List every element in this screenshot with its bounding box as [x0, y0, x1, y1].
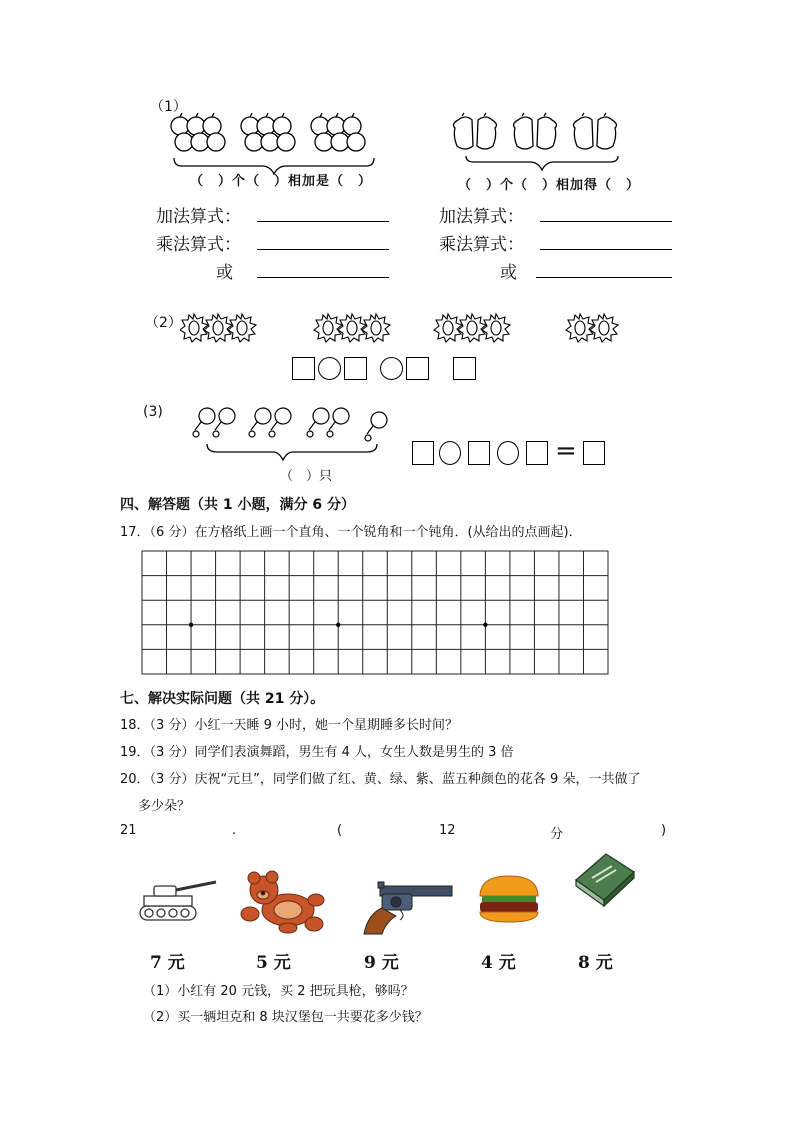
addition-label: 加法算式： [156, 207, 241, 227]
q20-text-line2: 多少朵？ [138, 799, 191, 814]
q3-number: (3) [143, 404, 163, 420]
start-dot-1 [189, 623, 193, 627]
price-book: 8 元 [578, 953, 613, 973]
eq-box-3[interactable] [526, 441, 548, 465]
start-dot-3 [483, 623, 487, 627]
sun-groups-icon [180, 310, 620, 350]
answer-box-4[interactable] [453, 357, 476, 380]
dot-grid-paper[interactable] [141, 550, 609, 675]
tank-icon [136, 876, 220, 928]
q1-number: （1） [150, 99, 187, 115]
answer-box-1[interactable] [292, 357, 315, 380]
addition-answer-line-right[interactable] [540, 221, 672, 222]
answer-box-3[interactable] [406, 357, 429, 380]
multiplication-label: 乘法算式： [156, 235, 241, 255]
q18-text: 18．（3 分）小红一天睡 9 小时，她一个星期睡多长时间？ [120, 718, 458, 733]
q2-number: （2） [145, 315, 182, 331]
q17-text: 17．（6 分）在方格纸上画一个直角、一个锐角和一个钝角．(从给出的点画起)． [120, 525, 582, 540]
section7-heading: 七、解决实际问题（共 21 分）。 [120, 691, 325, 707]
price-toy-gun: 9 元 [364, 953, 399, 973]
sub-question-2: （2）买一辆坦克和 8 块汉堡包一共要花多少钱？ [143, 1010, 428, 1025]
toy-gun-icon [360, 880, 456, 938]
multiplication-answer-line-right[interactable] [540, 249, 672, 250]
q21-score: 12 [439, 823, 456, 838]
eq-circle-1[interactable] [439, 441, 461, 465]
q1-right-caption: （ ）个（ ）相加得（ ） [458, 178, 641, 193]
operator-circle-2[interactable] [380, 357, 403, 380]
grid-border [142, 551, 608, 674]
price-tank: 7 元 [150, 953, 185, 973]
eq-circle-2[interactable] [497, 441, 519, 465]
book-icon [572, 850, 638, 910]
q1-left-caption: （ ）个（ ）相加是（ ） [190, 174, 373, 189]
start-dot-2 [336, 623, 340, 627]
answer-box-2[interactable] [344, 357, 367, 380]
or-answer-line[interactable] [257, 277, 389, 278]
q21-number: 21 [120, 823, 137, 838]
or-label: 或 [216, 263, 233, 283]
hamburger-icon [476, 874, 542, 924]
equals-sign: = [555, 436, 577, 466]
q3-caption: （ ）只 [280, 469, 333, 484]
multiplication-answer-line[interactable] [257, 249, 389, 250]
price-hamburger: 4 元 [481, 953, 516, 973]
q21-dot: . [232, 823, 237, 838]
or-answer-line-right[interactable] [536, 277, 672, 278]
section4-heading: 四、解答题（共 1 小题，满分 6 分） [120, 497, 355, 513]
q20-text-line1: 20．（3 分）庆祝“元旦”，同学们做了红、黄、绿、紫、蓝五种颜色的花各 9 朵，一共做了 [120, 772, 641, 787]
mitten-groups-icon [452, 112, 632, 172]
sub-question-1: （1）小红有 20 元钱，买 2 把玩具枪，够吗？ [143, 984, 414, 999]
q21-left-paren: ( [337, 823, 343, 838]
multiplication-label-right: 乘法算式： [439, 235, 524, 255]
q19-text: 19．（3 分）同学们表演舞蹈，男生有 4 人，女生人数是男生的 3 倍 [120, 745, 514, 760]
eq-box-2[interactable] [468, 441, 490, 465]
q21-right-paren: ) [661, 823, 667, 838]
addition-label-right: 加法算式： [439, 207, 524, 227]
teddy-bear-icon [240, 870, 326, 934]
q21-unit: 分 [550, 827, 564, 842]
operator-circle-1[interactable] [318, 357, 341, 380]
price-teddy-bear: 5 元 [256, 953, 291, 973]
addition-answer-line[interactable] [257, 221, 389, 222]
ping-pong-paddles-icon [185, 406, 390, 466]
eq-box-1[interactable] [412, 441, 434, 465]
eq-result-box[interactable] [583, 441, 605, 465]
or-label-right: 或 [500, 263, 517, 283]
